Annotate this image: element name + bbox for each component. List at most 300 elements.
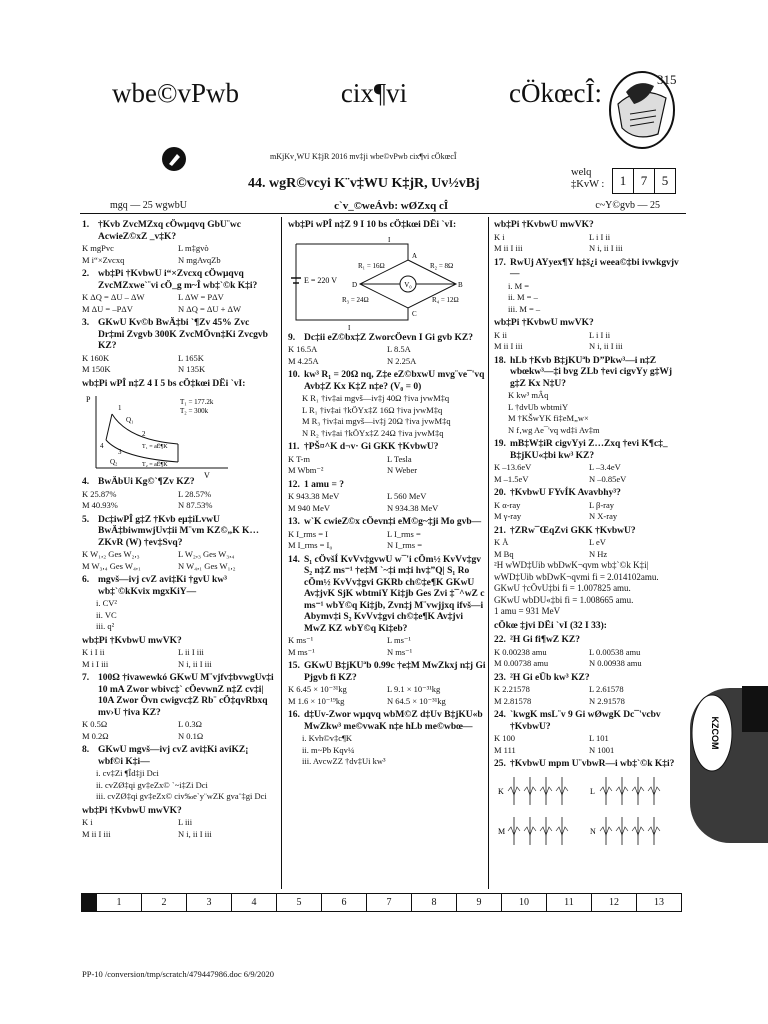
option: N 64.5 × 10⁻³¹kg [387,695,446,706]
option-label: L [590,786,595,796]
wheatstone-circuit [288,234,484,330]
option-row [82,561,274,573]
option: M ms⁻¹ [288,646,315,657]
question-number: 10. [288,370,300,380]
option-row [494,500,684,512]
question-text: RwUj AYyex¶Y h‡š¿i weea©‡bi ivwkgvjv— [510,257,679,279]
option: M Wbm⁻² [288,465,324,475]
resistor-label: R₄ = 12Ω [432,295,459,304]
question-number: 8. [82,745,90,755]
option: M 1.6 × 10⁻¹⁹kg [288,695,345,706]
option-row [82,829,274,841]
question-text: 1 amu = ? [304,479,344,490]
option: L 0.00538 amu [589,646,641,657]
question-text: Dc‡iwPÎ g‡Z †Kvb eµ‡iLvwU BwÄ‡biwmwjUv‡ii M¨vm KZ©„K K…ZKvR (W) †ev‡Svq? [98,514,259,548]
page-index-cell: 2 [141,893,187,912]
question-text: `kwgK msL¨v 9 Gi wØwgK Dc¯'vcbv †KvbwU? [510,710,661,732]
question-column-3 [494,217,684,889]
option: L †dvUb wbtmiY [508,401,569,412]
question [82,269,274,292]
option: L eV [589,537,606,547]
page-index-cell: 7 [366,893,412,912]
option-row [82,243,274,255]
node-label: D [352,280,358,289]
option-row [494,549,684,561]
question-number: 5. [82,514,90,525]
set-code-digit: 5 [654,168,676,194]
question [288,517,486,529]
set-code-boxes [613,168,676,194]
option: L 0.3Ω [178,719,202,729]
option: M γ-ray [494,511,522,521]
option: K Å [494,537,509,547]
option: K 160K [82,352,110,363]
option: N ΔQ = ΔU + ΔW [178,303,242,314]
question [82,318,274,353]
option-row [494,330,684,342]
question-text: 100Ω †ivawewkó GKwU M¨vjfv‡bvwgUv‡i 10 mA Zwor wbivc‡` cÖevwnZ n‡Z cv‡i| 10A Zwor Övn cwigvc‡Z Rb¨ cÖ‡qvRbxq mv›U †iva KZ? [98,673,274,718]
option: K 6.45 × 10⁻³¹kg [288,684,347,694]
question-number: 11. [288,442,300,452]
option: N 2.25A [387,355,417,366]
question [82,220,274,243]
option: K 943.38 MeV [288,491,340,501]
page-number: 315 [657,72,677,87]
page-index-cell: 9 [456,893,502,912]
curve-label: T₂ = aË¶K [142,462,168,468]
page-index-marker [81,893,97,912]
question-text: d‡Uv-Zwor wµqvq wbM©Z d‡Uv B‡jKU«b MwZkw³ me©vwaK n‡e hLb me©wbœ— [304,710,483,732]
page-index-cell: 10 [501,893,547,912]
title-word: cix¶vi [340,78,408,108]
question-column-2 [288,217,486,889]
option: M Bq [494,548,514,559]
question-text: †ZRw¯ŒqZvi GKK †KvbwU? [510,525,636,536]
info-text: 1 amu = 931 MeV [494,606,561,616]
option: K kw³ mÂq [508,390,549,400]
option-label: M [498,826,506,836]
option: iii. M = – [508,303,541,314]
option-row [288,503,486,515]
option: N Weber [387,465,418,475]
option: M W₃,₄ Ges W₄,₁ [82,560,141,571]
question-number: 3. [82,318,90,328]
info-text: GKwU wbDU«‡bi fi = 1.008665 amu. [494,594,634,605]
option: M †KŠwYK fi‡eM„w× [508,413,589,423]
option-row [288,684,486,696]
option-row [494,537,684,549]
heat-label: Q₁ [126,416,134,424]
question-text: hLb †Kvb B‡jKUªb D”Pkw³—i n‡Z wbœkw³—‡i bvg ZLb †evi cigvYy g‡Wj g‡Z Kx N‡U? [510,355,672,389]
option: K α-ray [494,499,521,510]
option: i. M = [508,280,530,291]
option-row [82,500,274,512]
node-label: C [412,309,417,318]
resistor-label: R₁ = 16Ω [358,261,385,270]
option: N 0.00938 amu [589,658,642,668]
option: i. CV² [96,598,117,608]
page-index-cell: 5 [276,893,322,912]
option: M 0.2Ω [82,730,109,741]
question-text: kw³ R₁ = 20Ω nq, Z‡e eZ©bxwU mvg¨ve¯'vq Avb‡Z Kx K‡Z n‡e? (V₀ = 0) [304,370,485,392]
temperature-label: T₂ = 300k [180,407,209,415]
question [288,661,486,684]
question-number: 16. [288,710,300,720]
option: M 111 [494,744,516,755]
question [494,488,684,500]
section-prompt: wb‡Pi †KvbwU mwVK? [494,318,594,328]
option: L Tesla [387,453,412,464]
option: iii. cvZØ‡qi gv‡eZx© civ‰e`y¨wZK gva¨‡gi Dci [96,791,267,801]
option: L 560 MeV [387,491,427,501]
option: K ms⁻¹ [288,635,314,645]
side-tab-text: KZCOM [710,716,720,750]
option: L 165K [178,352,204,363]
set-code-digit: 7 [633,168,655,194]
option: N –0.85eV [589,473,627,484]
question-text: Dc‡ii eZ©bx‡Z ZworcÖevn I Gi gvb KZ? [304,332,473,343]
option: N i, ii I iii [178,658,212,669]
exam-meta [110,200,660,212]
info-text: wWD‡Uib wbDwK¬qvmi fi = 2.014102amu. [494,571,659,582]
question-text: GKwU mgvš—ivj cvZ avi‡Ki aviKZ¡ wbf©i K‡i— [98,745,249,767]
option: K –13.6eV [494,462,532,472]
option: ii. M = – [508,292,538,302]
question-text: wb‡Pi †KvbwU i“×Zvcxq cÖwµqvq ZvcMZxwe`¨vi cÖ_g m~Î wb‡`©k K‡i? [98,269,258,291]
time-label: mgq — 25 wgwbU [110,200,187,211]
side-tab-marker [742,686,768,732]
option-row [288,635,486,647]
option: K mgPvc [82,243,114,253]
question-text: mB‡W‡iR cigvYyi Z…Zxq †evi K¶c‡_ B‡jKU«‡bi kw³ KZ? [510,439,668,461]
column-divider [281,217,282,889]
option: L i I ii [589,329,611,340]
title-word: wbe©vPwb [112,78,240,108]
question [82,673,274,719]
isotherm-hot [112,414,178,444]
question-number: 18. [494,355,506,366]
option: K ii [494,329,507,340]
question-number: 23. [494,672,506,683]
question-text: †KvbwU mpm U¨vbwR—i wb‡`©k K‡i? [510,759,675,769]
option: M 940 MeV [288,502,331,513]
question [82,575,274,598]
question [288,555,486,636]
question [494,526,684,538]
option: N W₄,₁ Ges W₁,₂ [178,560,236,571]
option: M ΔU = –PΔV [82,303,133,314]
option: M ii I iii [494,243,523,253]
option: N 135K [178,364,206,374]
page-index-cell: 4 [231,893,277,912]
heat-label: Q₂ [110,458,118,466]
option-row [288,647,486,659]
page-index-cell: 11 [546,893,592,912]
pen-icon [160,145,188,173]
question-text: †Kvb ZvcMZxq cÖwµqvq GbU¨wc AcwieZ©xZ _v‡K? [98,220,241,242]
question-number: 15. [288,661,300,671]
question-number: 13. [288,517,300,527]
option-row [494,696,684,708]
option-row [82,719,274,731]
option-row [494,647,684,659]
option: M I_rms = I₀ [288,540,333,550]
option: M 2.81578 [494,695,532,706]
question-text: †PŠ¤^K d¬v· Gi GKK †KvbwU? [304,442,439,452]
current-label: I [388,235,391,244]
question-text: ²H Gi eÜb kw³ KZ? [510,672,590,683]
option-row [494,511,684,523]
option: M 40.93% [82,500,118,510]
page-index-cell: 13 [636,893,682,912]
page-index-cell: 1 [96,893,142,912]
option: iii. q² [96,621,115,631]
option: i. cv‡Zi ¶Îd‡ji Dci [96,768,159,778]
option: iii. AvcwZZ †dv‡Ui kw³ [302,756,386,766]
question-number: 6. [82,575,90,585]
option-row [494,733,684,745]
option: L R₁ †iv‡ai †kÖYx‡Z 16Ω †iva jvwM‡q [302,404,443,415]
point-label: 3 [118,448,122,456]
option: M ii I iii [82,828,111,839]
question-number: 2. [82,269,90,279]
question-text: ²H Gi fi¶wZ KZ? [510,635,580,645]
question-number: 14. [288,554,300,565]
question-number: 17. [494,257,506,268]
option: L 28.57% [178,488,212,499]
divider [80,213,686,214]
option-row [82,817,274,829]
question-number: 4. [82,477,90,487]
option: L 2.61578 [589,684,624,694]
question [82,515,274,550]
question [494,439,684,462]
page-index-cell: 12 [591,893,637,912]
option-row [82,304,274,316]
question [82,477,274,489]
option: ii. m~Pb Kqv¼ [302,744,355,755]
set-code-label: welq ‡KvW : [571,167,605,190]
option-row [288,529,486,541]
option: N X-ray [589,511,618,521]
option: L 101 [589,733,609,743]
option: N 2.91578 [589,695,625,706]
option: N 934.38 MeV [387,502,439,513]
page-index-cell: 8 [411,893,457,912]
page-index-cell: 6 [321,893,367,912]
option-row [494,474,684,486]
option: N 0.1Ω [178,730,204,741]
section-prompt: wb‡Pi wPÎ n‡Z 4 I 5 bs cÖ‡kœi DËi `vI: [82,378,246,389]
option: N ms⁻¹ [387,646,413,657]
question-number: 12. [288,479,300,490]
page-index-cell: 3 [186,893,232,912]
option: M ii I iii [494,341,523,351]
resistor-label: R₂ = 8Ω [430,261,454,270]
option: K i [494,231,505,242]
question-text: †KvbwU FYvÍK Avavbhy³? [510,488,621,498]
question-number: 24. [494,710,506,720]
option: K 25.87% [82,488,117,499]
option: L 8.5A [387,344,411,354]
option: K T-m [288,453,310,464]
option: N Hz [589,548,608,559]
section-prompt: wb‡Pi †KvbwU mwVK? [494,220,594,230]
option-row [82,292,274,304]
option-label: K [498,786,504,796]
set-code-digit: 1 [612,168,634,194]
column-divider [488,217,489,889]
option: M –1.5eV [494,473,529,484]
option: N mgAvqZb [178,254,221,265]
option: L β-ray [589,499,615,510]
subject-label: c`v_©weÁvb: wØZxq cÎ [334,200,449,212]
option: K W₁,₂ Ges W₂,₃ [82,549,140,559]
question [288,710,486,733]
option: ii. cvZØ‡qi gv‡eZx© `~i‡Zi Dci [96,779,208,790]
subtitle: mKjKv¸WU K‡jR 2016 mv‡ji wbe©vPwb cix¶vi cÖkœcÎ [270,152,457,161]
option: N 1001 [589,744,615,755]
question-text: GKwU B‡jKUªb 0.99c †e‡M MwZkxj n‡j Gi Pjgvb fi KZ? [304,661,486,683]
question-text: GKwU Kv©b BwÄ‡bi `¶Zv 45% Zvc Dr‡mi Zvgvb 300K ZvcMÖvn‡Ki Zvcgvb KZ? [98,318,268,351]
option-row [494,684,684,696]
question [494,759,684,771]
option: M i“×Zvcxq [82,254,125,265]
question [288,333,486,345]
footer-path: PP-10 /conversion/tmp/scratch/479447986.doc 6/9/2020 [82,969,274,979]
option: K i [82,817,93,827]
question-number: 1. [82,220,90,230]
point-label: 2 [142,430,146,438]
question-text: w`K cwieZ©x cÖevn‡i eM©g~‡ji Mo gvb— [304,517,482,527]
option-row [82,647,274,659]
option-row [82,549,274,561]
option: L –3.4eV [589,462,621,472]
question [288,370,486,393]
option: L i I ii [589,231,611,242]
option: L iii [178,817,193,827]
option-row [288,344,486,356]
emf-label: E = 220 V [304,275,338,285]
voltmeter-label: V₀ [404,280,412,289]
node-label: B [458,280,463,289]
option-row [494,232,684,244]
page-index-strip [82,893,682,912]
question [288,442,486,454]
option: K 0.00238 amu [494,646,547,657]
curve-label: T₁ = aË¶K [142,444,168,450]
option: N i, ii I iii [589,243,623,253]
question [494,673,684,685]
question-number: 25. [494,759,506,769]
section-prompt: wb‡Pi †KvbwU mwVK? [82,635,182,646]
option: N I_rms = [387,540,423,550]
option: L I_rms = [387,528,421,539]
option: L ii I iii [178,647,204,657]
option-row [288,454,486,466]
option-row [494,745,684,757]
option: K 100 [494,733,516,743]
question-text: BwÄbUi Kg©`¶Zv KZ? [98,477,195,487]
option: ii. VC [96,609,117,620]
axis-label: P [86,395,91,404]
question [494,258,684,281]
option: M i I iii [82,658,109,669]
wire [296,244,408,260]
option: K 2.21578 [494,684,530,694]
node-label: A [412,251,418,260]
option: K i I ii [82,647,105,657]
section-prompt: wb‡Pi wPÎ n‡Z 9 I 10 bs cÖ‡kœi DËi `vI: [288,220,457,230]
option-row [288,540,486,552]
option: N i, ii I iii [589,341,623,351]
student-writing-illustration [600,64,690,152]
temperature-label: T₁ = 177.2k [180,398,214,406]
option-row [82,731,274,743]
adiabat [106,414,112,440]
option: K 16.5A [288,344,318,354]
pv-diagram [82,392,232,480]
option: M R₃ †iv‡ai mgvš—iv‡j 20Ω †iva jvwM‡q [302,416,451,426]
option: L 9.1 × 10⁻³¹kg [387,684,441,694]
option-row [494,341,684,353]
axis-label: V [204,471,210,480]
exam-title: 44. wgR©vcyi K¨v‡WU K‡jR, Uv½vBj [248,176,480,191]
marks-label: c~Y©gvb — 25 [595,200,660,211]
option-row [288,696,486,708]
question [82,745,274,768]
question [494,356,684,391]
option: L W₂,₃ Ges W₃,₄ [178,549,235,559]
current-label: I [348,323,351,332]
section-prompt: wb‡Pi †KvbwU mwVK? [82,805,182,816]
option-row [494,658,684,670]
option-row [82,255,274,267]
option: K I_rms = I [288,528,328,539]
side-tab-label [690,692,734,774]
option: M 4.25A [288,355,319,366]
option: K ΔQ = ΔU – ΔW [82,292,145,302]
option: i. Kvh©v‡c¶K [302,733,352,743]
option: L ΔW = PΔV [178,292,224,302]
option-row [288,356,486,368]
option-row [288,491,486,503]
question-number: 19. [494,439,506,449]
point-label: 1 [118,404,122,412]
option: N R₂ †iv‡ai †kÖYx‡Z 24Ω †iva jvwM‡q [302,427,444,438]
resistor-label: R₃ = 24Ω [342,295,369,304]
option: N f‚wg Ae¯'vq wd‡i Av‡m [508,424,600,435]
option-row [288,465,486,477]
question-number: 9. [288,332,296,343]
question [494,635,684,647]
question-number: 22. [494,635,506,645]
option: L ms⁻¹ [387,635,411,645]
option: N i, ii I iii [178,828,212,839]
option-row [82,659,274,671]
question-text: S₁ cÖvšÍ KvVv‡gvwU w¯'i cÖm½ KvVv‡gv S₂ n‡Z ms⁻¹ †e‡M `~‡i m‡i hv‡”Q| S₁ Ro cÖm½ KvVv‡gvi GKRb ch©‡e¶K GKwU Av‡jvK SjK wbtmiY Ki‡jb Ges Zvi ‡¯^wZ c ms⁻¹ wbY©q Ki‡jb, Zvn‡j M¨vwjjxq ifvš—i Abymv‡i S₂ KvVv‡gvi ch©‡e¶K Av‡jvi MwZ KZ wbY©q Ki‡eb? [304,554,485,634]
option: K 0.5Ω [82,719,108,729]
question [288,480,486,492]
info-text: ²H wWD‡Uib wbDwK¬qvm wb‡`©k K‡i| [494,560,649,570]
waveform-options [494,773,680,849]
option-row [82,353,274,365]
info-text: GKwU †cÖvU‡bi fi = 1.007825 amu. [494,583,631,593]
option: M 150K [82,364,111,374]
option: K R₁ †iv‡ai mgvš—iv‡j 40Ω †iva jvwM‡q [302,393,450,403]
option-row [494,462,684,474]
option: N 87.53% [178,500,213,510]
